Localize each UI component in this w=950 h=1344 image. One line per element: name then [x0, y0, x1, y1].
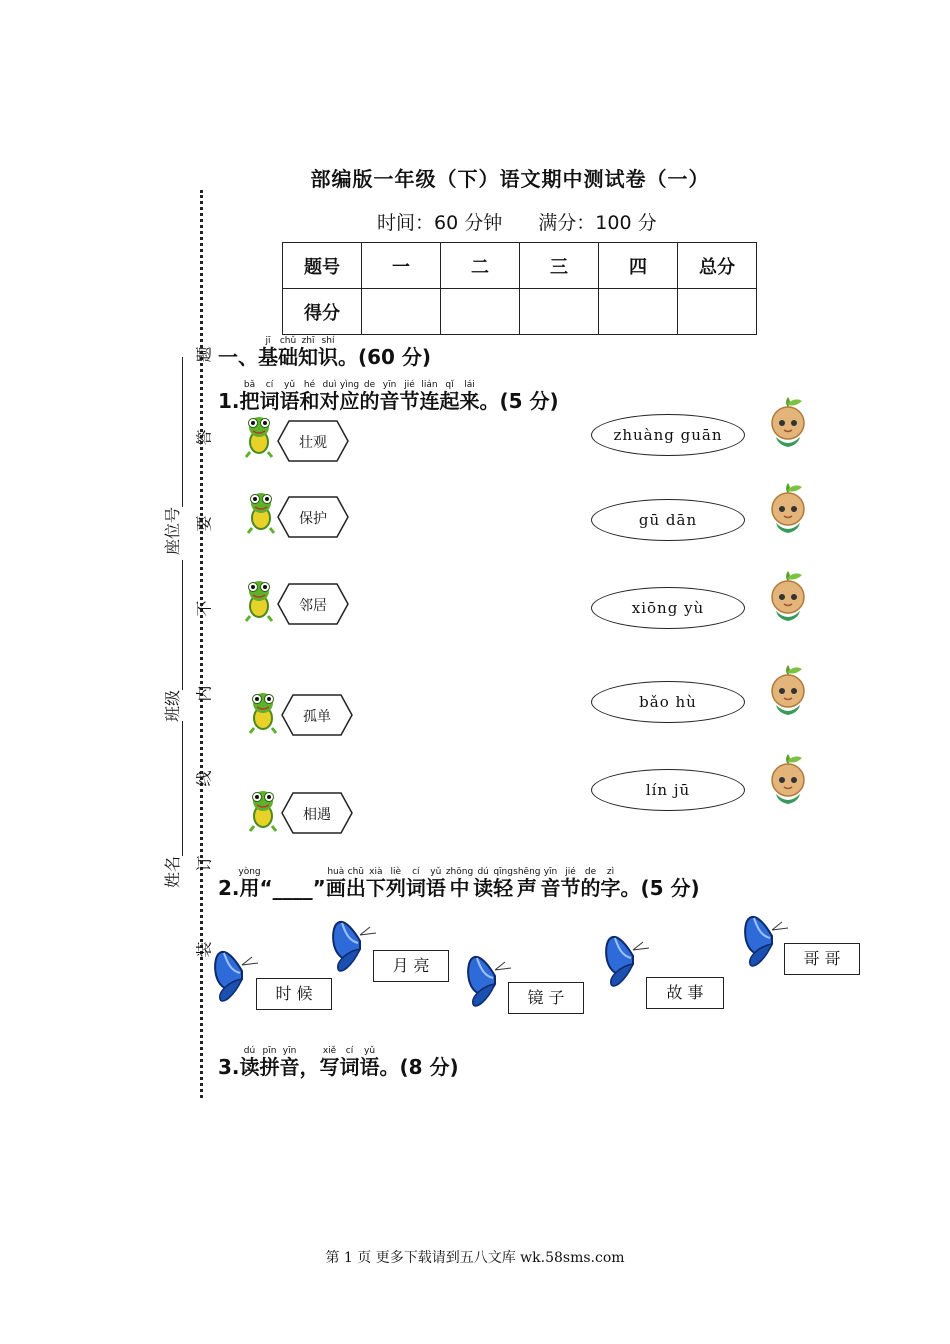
exam-full-score: 满分：100 分 [538, 212, 657, 234]
heading-pinyin: zhōng [445, 867, 474, 877]
syllable-label: gū dān [638, 511, 698, 529]
underline-quote: “____” [259, 876, 326, 900]
heading-pinyin: shí [318, 336, 338, 346]
heading-char: 语 [425, 876, 446, 900]
syllable-ellipse[interactable] [591, 681, 745, 723]
heading-pinyin: huà [325, 867, 346, 877]
binding-char: 要 [194, 515, 214, 532]
word-label: 相遇 [303, 807, 331, 823]
word-hexagon[interactable] [281, 694, 353, 740]
heading-pinyin: dú [473, 867, 494, 877]
heading-char: 词 [405, 876, 426, 900]
heading-pinyin: zì [600, 867, 621, 877]
heading-pinyin: lái [459, 380, 480, 390]
heading-char: 础 [278, 345, 298, 369]
word-hexagon[interactable] [277, 583, 349, 629]
heading-char: 读 [473, 876, 494, 900]
heading-pinyin: de [580, 867, 601, 877]
question-score: 。(8 分) [379, 1055, 459, 1079]
heading-char: 轻 [493, 876, 514, 900]
heading-pinyin: hé [299, 380, 320, 390]
question-number: 2. [218, 876, 240, 900]
score-row-label: 得分 [283, 289, 362, 335]
word-box[interactable]: 哥 哥 [784, 943, 860, 975]
heading-char: 读 [239, 1055, 260, 1079]
heading-pinyin: pīn [259, 1046, 280, 1056]
heading-char: 把 [239, 389, 260, 413]
question-number: 1. [218, 389, 240, 413]
heading-pinyin: bǎ [239, 380, 260, 390]
syllable-ellipse[interactable] [591, 499, 745, 541]
heading-pinyin: zhī [298, 336, 318, 346]
question-number: 3. [218, 1055, 240, 1079]
heading-char: 用 [238, 876, 261, 900]
name-label: 姓名 [163, 855, 182, 888]
question-score: 。(5 分) [620, 876, 700, 900]
heading-pinyin: cí [405, 867, 426, 877]
heading-char: 和 [299, 389, 320, 413]
class-label: 班级 [163, 689, 182, 722]
frog-icon [246, 690, 280, 738]
heading-pinyin: qǐ [439, 380, 460, 390]
heading-pinyin: yīn [540, 867, 561, 877]
word-hexagon[interactable] [281, 792, 353, 838]
question-1-heading [218, 380, 559, 414]
binding-char: 线 [194, 770, 214, 787]
heading-char: 连 [419, 389, 440, 413]
binding-char: 题 [194, 346, 214, 363]
heading-char: 知 [298, 345, 318, 369]
onion-mascot-icon [764, 479, 812, 539]
score-table [282, 242, 757, 335]
score-table-score-row [283, 289, 757, 335]
binding-char: 装 [194, 941, 214, 958]
heading-pinyin: yīn [279, 1046, 300, 1056]
heading-char: 节 [560, 876, 581, 900]
word-hexagon[interactable] [277, 420, 349, 466]
section-1-prefix: 一、 [218, 345, 258, 369]
heading-pinyin: lián [419, 380, 440, 390]
name-blank[interactable] [182, 721, 183, 856]
heading-char: 写 [319, 1055, 340, 1079]
binding-char: 答 [194, 429, 214, 446]
heading-pinyin: yǔ [359, 1046, 380, 1056]
heading-char: 语 [279, 389, 300, 413]
heading-char: 的 [580, 876, 601, 900]
score-header-cell: 三 [520, 243, 599, 289]
heading-char: 节 [399, 389, 420, 413]
binding-dotted-line [200, 190, 203, 1098]
onion-mascot-icon [764, 393, 812, 453]
heading-char: 语 [359, 1055, 380, 1079]
heading-pinyin: yǔ [425, 867, 446, 877]
word-box[interactable]: 镜 子 [508, 982, 584, 1014]
word-box[interactable]: 故 事 [646, 977, 724, 1009]
heading-pinyin: cí [259, 380, 280, 390]
seat-blank[interactable] [182, 357, 183, 507]
word-label: 壮观 [299, 435, 327, 451]
comma: ， [299, 1055, 320, 1079]
onion-mascot-icon [764, 567, 812, 627]
syllable-label: xiōng yù [631, 599, 705, 617]
heading-pinyin: jié [399, 380, 420, 390]
binding-char: 不 [194, 600, 214, 617]
heading-char: 起 [439, 389, 460, 413]
word-hexagon[interactable] [277, 496, 349, 542]
syllable-label: zhuàng guān [613, 426, 723, 444]
frog-icon [244, 490, 278, 538]
score-header-cell: 题号 [283, 243, 362, 289]
heading-char: 对 [319, 389, 340, 413]
score-cell[interactable] [520, 289, 599, 335]
frog-icon [242, 414, 276, 462]
binding-char: 内 [194, 685, 214, 702]
onion-mascot-icon [764, 750, 812, 810]
syllable-ellipse[interactable] [591, 587, 745, 629]
heading-pinyin: chǔ [278, 336, 298, 346]
class-field[interactable] [160, 560, 183, 722]
question-3-heading [218, 1046, 459, 1080]
seat-label: 座位号 [163, 506, 182, 555]
heading-pinyin: cí [339, 1046, 360, 1056]
score-cell[interactable] [678, 289, 757, 335]
heading-char: 画 [325, 876, 346, 900]
heading-pinyin: qīng [493, 867, 514, 877]
frog-icon [246, 788, 280, 836]
onion-mascot-icon [764, 661, 812, 721]
score-header-cell: 四 [599, 243, 678, 289]
heading-pinyin: yìng [339, 380, 360, 390]
heading-char: 识 [318, 345, 338, 369]
heading-char: 列 [385, 876, 406, 900]
score-header-cell: 二 [441, 243, 520, 289]
heading-pinyin: yòng [238, 867, 261, 877]
score-cell[interactable] [599, 289, 678, 335]
page-title: 部编版一年级（下）语文期中测试卷（一） [310, 167, 710, 191]
seat-field[interactable] [160, 357, 183, 555]
heading-pinyin: jī [258, 336, 278, 346]
word-label: 邻居 [299, 598, 327, 614]
heading-char: 音 [540, 876, 561, 900]
heading-pinyin: xià [365, 867, 386, 877]
class-blank[interactable] [182, 560, 183, 690]
heading-char: 出 [345, 876, 366, 900]
heading-char: 字 [600, 876, 621, 900]
heading-pinyin: chū [345, 867, 366, 877]
question-score: 。(5 分) [479, 389, 559, 413]
heading-char: 音 [379, 389, 400, 413]
frog-icon [242, 578, 276, 626]
section-1-heading [218, 336, 431, 370]
heading-char: 下 [365, 876, 386, 900]
heading-pinyin: yǔ [279, 380, 300, 390]
heading-pinyin: xiě [319, 1046, 340, 1056]
heading-char: 的 [359, 389, 380, 413]
syllable-label: bǎo hù [639, 693, 697, 711]
heading-char: 中 [445, 876, 474, 900]
exam-time: 时间：60 分钟 [377, 212, 503, 234]
heading-pinyin: yīn [379, 380, 400, 390]
heading-pinyin: shēng [513, 867, 541, 877]
heading-char: 拼 [259, 1055, 280, 1079]
question-2-heading [218, 867, 700, 901]
heading-pinyin: liè [385, 867, 406, 877]
heading-char: 应 [339, 389, 360, 413]
word-box[interactable]: 月 亮 [373, 950, 449, 982]
word-label: 保护 [299, 511, 327, 527]
score-table-header-row [283, 243, 757, 289]
score-cell[interactable] [362, 289, 441, 335]
score-cell[interactable] [441, 289, 520, 335]
word-box[interactable]: 时 候 [256, 978, 332, 1010]
heading-char: 音 [279, 1055, 300, 1079]
section-1-suffix: 。(60 分) [338, 345, 432, 369]
heading-pinyin: duì [319, 380, 340, 390]
heading-pinyin: jié [560, 867, 581, 877]
heading-char: 来 [459, 389, 480, 413]
binding-char: 订 [194, 855, 214, 872]
heading-pinyin: de [359, 380, 380, 390]
score-header-cell: 一 [362, 243, 441, 289]
heading-char: 声 [513, 876, 541, 900]
word-label: 孤单 [303, 709, 331, 725]
heading-pinyin: dú [239, 1046, 260, 1056]
heading-char: 词 [339, 1055, 360, 1079]
score-header-cell: 总分 [678, 243, 757, 289]
exam-meta [377, 208, 687, 235]
syllable-ellipse[interactable] [591, 414, 745, 456]
syllable-label: lín jū [645, 781, 691, 799]
name-field[interactable] [160, 721, 183, 888]
heading-char: 词 [259, 389, 280, 413]
syllable-ellipse[interactable] [591, 769, 745, 811]
page-footer: 第 1 页 更多下载请到五八文库 wk.58sms.com [325, 1250, 625, 1266]
heading-char: 基 [258, 345, 278, 369]
